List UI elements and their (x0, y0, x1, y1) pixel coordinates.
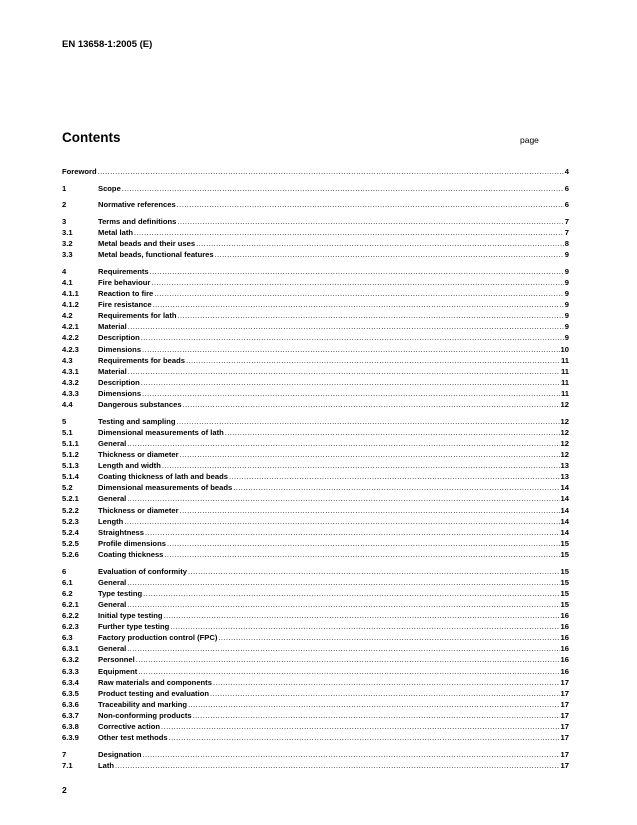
toc-dot-leader (134, 227, 564, 238)
toc-entry-page: 14 (560, 483, 569, 493)
toc-dot-leader (115, 760, 560, 771)
toc-entry-title[interactable]: Reaction to fire (98, 288, 154, 298)
toc-entry[interactable] (62, 344, 569, 355)
toc-entry-title[interactable]: Raw materials and components (98, 677, 212, 687)
toc-entry-page: 17 (560, 749, 569, 759)
toc-entry-number: 6.2 (62, 588, 73, 598)
toc-entry-page: 17 (560, 760, 569, 770)
toc-dot-leader (210, 688, 560, 699)
toc-entry-page: 15 (560, 550, 569, 559)
toc-entry-page: 10 (560, 344, 569, 354)
toc-entry-number: 4.2 (62, 311, 73, 321)
toc-entry-page: 7 (564, 216, 569, 226)
toc-entry-title[interactable]: General (98, 494, 127, 504)
toc-entry-page: 17 (560, 699, 569, 709)
toc-entry-title[interactable]: Testing and sampling (98, 416, 176, 426)
toc-entry-page: 15 (560, 588, 569, 598)
toc-entry-number: 1 (62, 183, 67, 193)
toc-entry-number: 5.2.6 (62, 550, 79, 559)
toc-entry-title[interactable]: Terms and definitions (98, 216, 177, 226)
toc-entry[interactable] (62, 266, 569, 277)
toc-entry-title[interactable]: Description (98, 377, 140, 387)
toc-dot-leader (141, 377, 560, 388)
toc-entry-number: 5.2.2 (62, 505, 79, 515)
toc-dot-leader (177, 310, 563, 321)
toc-entry-title[interactable]: Length (98, 516, 124, 526)
toc-entry-title[interactable]: Straightness (98, 527, 144, 537)
toc-entry-number: 5.1.4 (62, 472, 79, 482)
toc-dot-leader (170, 621, 559, 632)
toc-entry[interactable] (62, 643, 569, 654)
toc-entry[interactable] (62, 610, 569, 621)
toc-entry-page: 9 (564, 277, 569, 287)
toc-dot-leader (164, 549, 559, 560)
toc-entry-title[interactable]: Factory production control (FPC) (98, 633, 218, 643)
toc-entry-number: 7 (62, 749, 67, 759)
toc-entry[interactable] (62, 588, 569, 599)
toc-entry[interactable] (62, 699, 569, 710)
toc-dot-leader (145, 527, 560, 538)
toc-dot-leader (142, 388, 560, 399)
toc-dot-leader (229, 471, 560, 482)
toc-entry-page: 13 (560, 461, 569, 471)
toc-entry[interactable] (62, 388, 569, 399)
toc-entry-title[interactable]: Dimensions (98, 344, 142, 354)
toc-entry[interactable] (62, 321, 569, 332)
toc-entry[interactable] (62, 216, 569, 227)
toc-dot-leader (213, 677, 560, 688)
toc-entry[interactable] (62, 183, 569, 194)
toc-dot-leader (218, 632, 559, 643)
toc-dot-leader (124, 516, 559, 527)
toc-entry-number: 3 (62, 216, 67, 226)
toc-entry-number: 5.2 (62, 483, 73, 493)
toc-dot-leader (180, 449, 560, 460)
toc-entry-page: 15 (560, 538, 569, 548)
toc-entry[interactable] (62, 493, 569, 504)
toc-dot-leader (225, 427, 560, 438)
toc-entry-title[interactable]: Equipment (98, 666, 138, 676)
toc-entry-page: 12 (560, 400, 569, 410)
toc-entry-number: 6.3.6 (62, 699, 79, 709)
contents-title: Contents (62, 130, 121, 145)
toc-entry-page: 14 (560, 494, 569, 504)
toc-entry-page: 14 (560, 516, 569, 526)
toc-entry-page: 9 (564, 311, 569, 321)
toc-entry-title[interactable]: Personnel (98, 655, 135, 665)
toc-entry-number: 4.2.2 (62, 333, 79, 343)
table-of-contents (62, 166, 569, 771)
toc-entry-title[interactable]: General (98, 599, 127, 609)
toc-entry-title[interactable]: Normative references (98, 200, 176, 210)
toc-dot-leader (127, 599, 559, 610)
toc-entry-page: 9 (564, 250, 569, 260)
toc-entry-page: 17 (560, 711, 569, 721)
toc-entry[interactable] (62, 516, 569, 527)
toc-entry-page: 14 (560, 505, 569, 515)
toc-entry-number: 6.2.1 (62, 599, 79, 609)
toc-entry-title[interactable]: Initial type testing (98, 611, 163, 621)
toc-dot-leader (141, 332, 564, 343)
toc-entry-title[interactable]: Profile dimensions (98, 538, 166, 548)
toc-dot-leader (180, 505, 560, 516)
toc-dot-leader (127, 643, 559, 654)
toc-entry[interactable] (62, 166, 569, 177)
toc-dot-leader (138, 666, 559, 677)
toc-dot-leader (151, 277, 563, 288)
toc-entry-number: 3.1 (62, 227, 73, 237)
toc-entry-page: 14 (560, 527, 569, 537)
toc-entry-page: 6 (564, 200, 569, 210)
toc-entry[interactable] (62, 199, 569, 210)
toc-entry-title[interactable]: General (98, 438, 127, 448)
toc-dot-leader (215, 249, 564, 260)
toc-entry-number: 6.3.5 (62, 688, 79, 698)
toc-entry-title[interactable]: Dimensions (98, 388, 142, 398)
toc-dot-leader (154, 288, 563, 299)
toc-entry-title[interactable]: Type testing (98, 588, 143, 598)
toc-entry-title[interactable]: Metal beads and their uses (98, 239, 196, 249)
toc-entry[interactable] (62, 438, 569, 449)
toc-entry-title[interactable]: Foreword (62, 167, 97, 176)
toc-entry[interactable] (62, 527, 569, 538)
toc-entry-number: 4.3 (62, 355, 73, 365)
toc-entry-page: 17 (560, 722, 569, 732)
toc-entry-page: 12 (560, 450, 569, 460)
toc-entry[interactable] (62, 310, 569, 321)
toc-entry[interactable] (62, 482, 569, 493)
toc-entry[interactable] (62, 449, 569, 460)
toc-entry-page: 16 (560, 644, 569, 654)
toc-entry-page: 12 (560, 438, 569, 448)
toc-entry-page: 15 (560, 599, 569, 609)
toc-entry[interactable] (62, 732, 569, 743)
toc-entry-title[interactable]: Metal lath (98, 227, 134, 237)
toc-entry[interactable] (62, 721, 569, 732)
toc-entry-page: 16 (560, 611, 569, 621)
toc-entry-title[interactable]: Other test methods (98, 733, 168, 743)
toc-entry-number: 6.3.9 (62, 733, 79, 743)
toc-entry[interactable] (62, 632, 569, 643)
toc-entry-page: 11 (560, 366, 569, 376)
toc-entry-page: 9 (564, 288, 569, 298)
toc-entry[interactable] (62, 666, 569, 677)
toc-entry[interactable] (62, 332, 569, 343)
toc-entry-number: 5.1.1 (62, 438, 79, 448)
toc-entry[interactable] (62, 249, 569, 260)
toc-entry-page: 9 (564, 322, 569, 332)
toc-entry-title[interactable]: Material (98, 366, 127, 376)
toc-dot-leader (127, 493, 559, 504)
toc-entry-number: 6 (62, 566, 67, 576)
toc-dot-leader (122, 183, 564, 194)
toc-entry-page: 7 (564, 227, 569, 237)
toc-entry-number: 4.1.2 (62, 300, 79, 310)
toc-entry-title[interactable]: Evaluation of conformity (98, 566, 188, 576)
toc-entry[interactable] (62, 677, 569, 688)
toc-entry-title[interactable]: Scope (98, 183, 121, 193)
toc-entry-number: 6.2.3 (62, 622, 79, 632)
toc-dot-leader (177, 199, 564, 210)
toc-entry[interactable] (62, 355, 569, 366)
toc-entry-number: 4.2.3 (62, 344, 79, 354)
toc-entry[interactable] (62, 538, 569, 549)
toc-entry-number: 6.2.2 (62, 611, 79, 621)
toc-dot-leader (188, 566, 560, 577)
toc-entry-page: 16 (560, 666, 569, 676)
toc-entry-page: 13 (560, 472, 569, 482)
toc-dot-leader (186, 355, 560, 366)
toc-entry[interactable] (62, 577, 569, 588)
toc-entry-title[interactable]: Fire behaviour (98, 277, 151, 287)
toc-entry-page: 9 (564, 333, 569, 343)
toc-entry-title[interactable]: Thickness or diameter (98, 450, 179, 460)
toc-entry[interactable] (62, 749, 569, 760)
toc-entry-page: 16 (560, 655, 569, 665)
toc-entry[interactable] (62, 710, 569, 721)
page-number: 2 (62, 785, 67, 795)
toc-dot-leader (162, 460, 560, 471)
toc-entry[interactable] (62, 227, 569, 238)
toc-dot-leader (153, 299, 564, 310)
toc-entry-title[interactable]: Corrective action (98, 722, 161, 732)
toc-entry-page: 11 (560, 388, 569, 398)
toc-entry[interactable] (62, 566, 569, 577)
toc-dot-leader (127, 577, 559, 588)
toc-entry-title[interactable]: General (98, 644, 127, 654)
toc-entry[interactable] (62, 688, 569, 699)
toc-entry-number: 4.3.2 (62, 377, 79, 387)
toc-entry-number: 4.2.1 (62, 322, 79, 332)
toc-entry-title[interactable]: Further type testing (98, 622, 170, 632)
toc-entry-title[interactable]: Requirements for beads (98, 355, 185, 365)
toc-entry-number: 4.3.1 (62, 366, 79, 376)
toc-entry-page: 6 (564, 183, 569, 193)
toc-entry-number: 5 (62, 416, 67, 426)
toc-entry-title[interactable]: Traceability and marking (98, 699, 188, 709)
page-column-label: page (520, 135, 539, 145)
toc-dot-leader (98, 166, 564, 177)
toc-entry[interactable] (62, 505, 569, 516)
toc-entry-number: 6.3.4 (62, 677, 79, 687)
toc-entry-title[interactable]: Lath (98, 760, 115, 770)
toc-dot-leader (177, 216, 563, 227)
toc-dot-leader (167, 538, 560, 549)
toc-entry[interactable] (62, 760, 569, 771)
toc-dot-leader (142, 344, 560, 355)
toc-dot-leader (183, 399, 560, 410)
toc-entry[interactable] (62, 549, 569, 560)
toc-entry-title[interactable]: Requirements (98, 266, 149, 276)
toc-entry-title[interactable]: Non-conforming products (98, 711, 192, 721)
toc-entry-number: 6.3.2 (62, 655, 79, 665)
toc-entry[interactable] (62, 621, 569, 632)
toc-dot-leader (193, 710, 560, 721)
toc-dot-leader (233, 482, 559, 493)
document-id-header: EN 13658-1:2005 (E) (62, 39, 153, 50)
toc-entry[interactable] (62, 366, 569, 377)
toc-entry-page: 8 (564, 239, 569, 249)
toc-entry-page: 9 (564, 266, 569, 276)
toc-entry-number: 6.1 (62, 577, 73, 587)
toc-dot-leader (161, 721, 560, 732)
toc-entry-title[interactable]: Thickness or diameter (98, 505, 179, 515)
toc-entry-number: 3.3 (62, 250, 73, 260)
toc-entry[interactable] (62, 299, 569, 310)
toc-entry[interactable] (62, 460, 569, 471)
toc-entry-number: 6.3.3 (62, 666, 79, 676)
toc-entry-page: 15 (560, 566, 569, 576)
toc-entry-number: 4.1 (62, 277, 73, 287)
toc-entry-title[interactable]: Designation (98, 749, 142, 759)
toc-dot-leader (188, 699, 559, 710)
toc-entry[interactable] (62, 471, 569, 482)
toc-entry-number: 6.3 (62, 633, 73, 643)
toc-entry-title[interactable]: General (98, 577, 127, 587)
toc-entry[interactable] (62, 399, 569, 410)
toc-entry-page: 17 (560, 733, 569, 743)
toc-entry-number: 6.3.1 (62, 644, 79, 654)
toc-entry-number: 6.3.8 (62, 722, 79, 732)
toc-entry[interactable] (62, 654, 569, 665)
toc-entry-number: 5.1.2 (62, 450, 79, 460)
toc-entry-number: 5.2.4 (62, 527, 79, 537)
toc-entry-number: 5.2.5 (62, 538, 79, 548)
toc-entry-title[interactable]: Fire resistance (98, 300, 152, 310)
toc-entry-title[interactable]: Product testing and evaluation (98, 688, 209, 698)
toc-entry-page: 11 (560, 355, 569, 365)
toc-entry-number: 4.3.3 (62, 388, 79, 398)
toc-entry-number: 5.1.3 (62, 461, 79, 471)
toc-dot-leader (196, 238, 564, 249)
toc-entry-title[interactable]: Requirements for lath (98, 311, 177, 321)
toc-entry-page: 11 (560, 377, 569, 387)
toc-entry-title[interactable]: Description (98, 333, 140, 343)
toc-dot-leader (142, 749, 559, 760)
toc-entry-number: 4.4 (62, 400, 73, 410)
toc-entry-number: 5.2.1 (62, 494, 79, 504)
toc-entry-page: 16 (560, 622, 569, 632)
toc-entry-page: 4 (564, 167, 569, 176)
toc-dot-leader (143, 588, 559, 599)
toc-entry-page: 12 (560, 416, 569, 426)
toc-entry[interactable] (62, 238, 569, 249)
toc-entry-number: 4.1.1 (62, 288, 79, 298)
toc-entry-title[interactable]: Dangerous substances (98, 400, 182, 410)
toc-entry-page: 16 (560, 633, 569, 643)
toc-dot-leader (177, 416, 560, 427)
toc-entry-number: 2 (62, 200, 67, 210)
toc-entry[interactable] (62, 599, 569, 610)
toc-entry-title[interactable]: Metal beads, functional features (98, 250, 214, 260)
toc-entry-title[interactable]: Length and width (98, 461, 161, 471)
toc-entry-page: 9 (564, 300, 569, 310)
toc-entry-title[interactable]: Coating thickness of lath and beads (98, 472, 228, 482)
toc-entry-number: 7.1 (62, 760, 73, 770)
toc-entry-page: 15 (560, 577, 569, 587)
toc-dot-leader (169, 732, 560, 743)
toc-entry-number: 3.2 (62, 239, 73, 249)
toc-entry[interactable] (62, 277, 569, 288)
toc-entry-title[interactable]: Dimensional measurements of beads (98, 483, 233, 493)
toc-dot-leader (127, 438, 559, 449)
toc-entry-page: 12 (560, 427, 569, 437)
toc-entry-number: 5.2.3 (62, 516, 79, 526)
toc-entry[interactable] (62, 427, 569, 438)
toc-dot-leader (150, 266, 564, 277)
toc-entry-number: 6.3.7 (62, 711, 79, 721)
toc-entry-page: 17 (560, 677, 569, 687)
toc-entry-title[interactable]: Material (98, 322, 127, 332)
toc-entry-title[interactable]: Coating thickness (98, 550, 164, 559)
toc-entry-number: 5.1 (62, 427, 73, 437)
toc-dot-leader (128, 321, 564, 332)
toc-entry[interactable] (62, 377, 569, 388)
toc-dot-leader (136, 654, 560, 665)
toc-entry-page: 17 (560, 688, 569, 698)
toc-dot-leader (128, 366, 560, 377)
toc-dot-leader (164, 610, 560, 621)
toc-entry[interactable] (62, 288, 569, 299)
toc-entry-title[interactable]: Dimensional measurements of lath (98, 427, 224, 437)
toc-entry[interactable] (62, 416, 569, 427)
toc-entry-number: 4 (62, 266, 67, 276)
